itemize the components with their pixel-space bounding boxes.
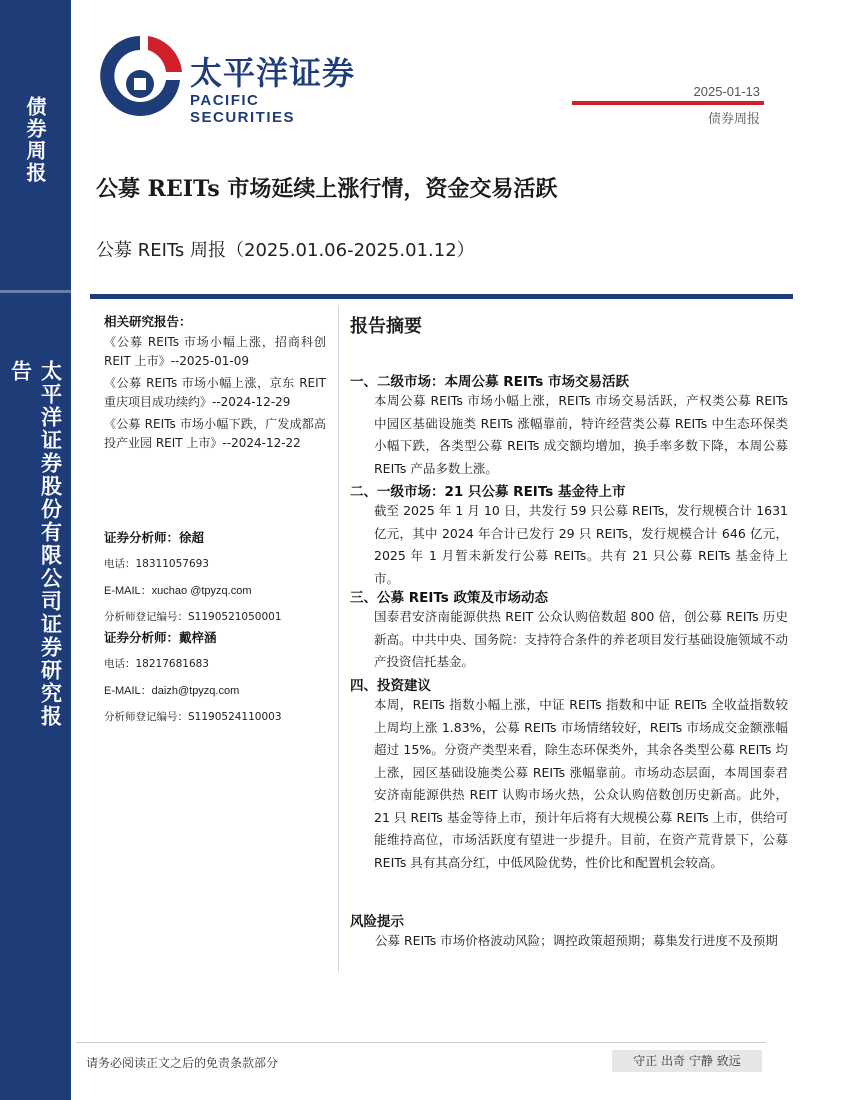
section-body: 本周，REITs 指数小幅上涨，中证 REITs 指数和中证 REITs 全收益指数较上周均上涨 1.83%，公募 REITs 市场情绪较好，REITs 市场成交金额涨幅超过 15%。分资产类型来看，除生态环保类外，其余各类型公募 REITs 均上涨，园区基础设施类公募 REITs 涨幅靠前。市场动态层面，本周国泰君安济南能源供热 REIT 认购市场火热，公众认购倍数创历史新高。此外，21 只 REITs 基金等待上市，预计年后将有大规模公募 REITs 上市，供给可能维持高位，市场活跃度有望进一步提升。目前，在资产荒背景下，公募 REITs 具有其高分红，中低风险优势，性价比和配置机会较高。 — [374, 697, 788, 870]
sidebar-report-type: 债券周报 — [23, 96, 47, 184]
analyst-block — [104, 628, 326, 724]
company-motto: 守正 出奇 宁静 致远 — [612, 1050, 762, 1072]
analyst-block — [104, 528, 326, 624]
title-divider — [90, 294, 793, 299]
related-report-item[interactable]: 《公募 REITs 市场小幅上涨，京东 REIT 重庆项目成功续约》--2024-12-29 — [104, 376, 326, 409]
summary-heading: 报告摘要 — [350, 316, 422, 337]
page-title: 公募 REITs 市场延续上涨行情，资金交易活跃 — [96, 176, 558, 202]
logo-name-en: PACIFIC SECURITIES — [190, 92, 296, 126]
section-body: 国泰君安济南能源供热 REIT 公众认购倍数超 800 倍，创公募 REITs 历史新高。中共中央、国务院：支持符合条件的养老项目发行基础设施领域不动产投资信托基金。 — [374, 609, 788, 669]
sidebar-company: 太平洋证券股份有限公司证券研究报告 — [8, 360, 64, 728]
section-heading: 二、一级市场：21 只公募 REITs 基金待上市 — [350, 484, 626, 500]
section-heading: 一、二级市场：本周公募 REITs 市场交易活跃 — [350, 374, 629, 390]
analyst-heading: 证券分析师：戴梓涵 — [104, 630, 217, 645]
related-report-item[interactable]: 《公募 REITs 市场小幅下跌，广发成都高投产业园 REIT 上市》--2024-12-22 — [104, 417, 326, 450]
analyst-email[interactable]: E-MAIL：xuchao @tpyzq.com — [104, 585, 252, 597]
page-subtitle: 公募 REITs 周报（2025.01.06-2025.01.12） — [96, 240, 475, 261]
company-logo — [96, 28, 366, 140]
analyst-heading: 证券分析师：徐超 — [104, 530, 205, 545]
section-heading: 三、公募 REITs 政策及市场动态 — [350, 590, 548, 606]
section-heading: 四、投资建议 — [350, 678, 431, 694]
related-report-item[interactable]: 《公募 REITs 市场小幅上涨，招商科创 REIT 上市》--2025-01-09 — [104, 335, 326, 368]
report-date: 2025-01-13 — [693, 84, 760, 99]
analyst-email[interactable]: E-MAIL：daizh@tpyzq.com — [104, 685, 240, 697]
section-body: 本周公募 REITs 市场小幅上涨，REITs 市场交易活跃，产权类公募 REITs 中园区基础设施类 REITs 涨幅靠前，特许经营类公募 REITs 中生态环保类小幅下跌，各类型公募 REITs 成交额均增加，换手率多数下降，本周公募 REITs 产品多数上涨。 — [374, 393, 788, 476]
analyst-registration: 分析师登记编号：S1190524110003 — [104, 711, 282, 723]
risk-heading: 风险提示 — [350, 914, 404, 930]
analyst-phone: 电话：18311057693 — [104, 558, 209, 570]
analyst-phone: 电话：18217681683 — [104, 658, 209, 670]
risk-body: 公募 REITs 市场价格波动风险；调控政策超预期；募集发行进度不及预期 — [375, 933, 778, 948]
pacific-securities-logo-icon — [96, 28, 184, 136]
header-accent-line — [572, 101, 764, 105]
summary-column — [350, 312, 790, 948]
related-reports-heading: 相关研究报告： — [104, 314, 192, 329]
analyst-registration: 分析师登记编号：S1190521050001 — [104, 611, 282, 623]
section-body: 截至 2025 年 1 月 10 日，共发行 59 只公募 REITs，发行规模合计 1631 亿元，其中 2024 年合计已发行 29 只 REITs，发行规模合计 646 亿元，2025 年 1 月暂未新发行公募 REITs。共有 21 只公募 REITs 基金待上市。 — [374, 503, 788, 586]
column-divider — [338, 305, 339, 973]
report-type: 债券周报 — [707, 112, 760, 127]
sidebar-divider — [0, 290, 71, 293]
left-column — [104, 312, 326, 723]
logo-name-cn: 太平洋证券 — [190, 54, 356, 92]
disclaimer-note[interactable]: 请务必阅读正文之后的免责条款部分 — [86, 1056, 279, 1070]
footer-divider — [76, 1042, 766, 1043]
